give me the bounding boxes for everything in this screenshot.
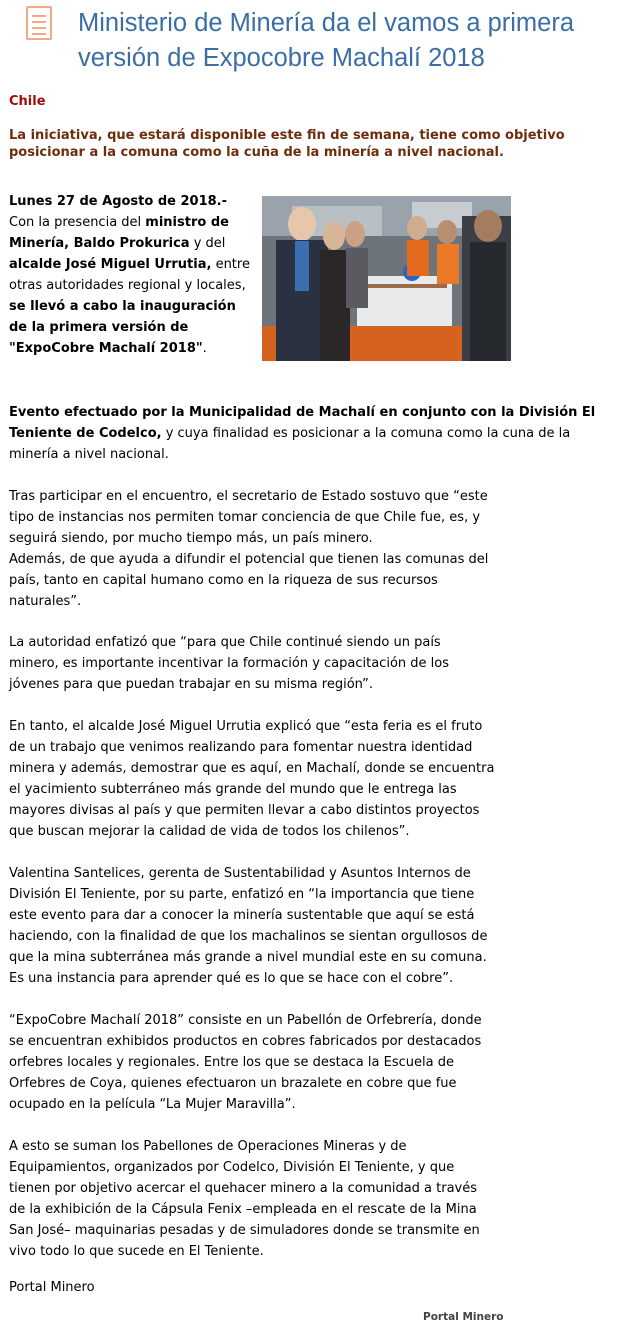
article-lead: La iniciativa, que estará disponible este fin de semana, tiene como objetivo posicionar a la comuna como la cuña de la minería a nivel nacional. bbox=[9, 128, 565, 160]
paragraph-event: Evento efectuado por la Municipalidad de Machalí en conjunto con la División El Teniente de Codelco, y cuya finalidad es posicionar a la comuna como la cuna de la minería a nivel nacional. bbox=[9, 405, 596, 462]
document-icon bbox=[26, 6, 52, 40]
paragraph-pabellones: A esto se suman los Pabellones de Operaciones Mineras y de Equipamientos, organizados por Codelco, División El Teniente, y que tienen por objetivo acercar el quehacer minero a la comunidad a través de la exhibición de la Cápsula Fenix –empleada en el rescate de la Mina San José– maquinarias pesadas y de simuladores donde se transmite en vivo todo lo que sucede en El Teniente. bbox=[9, 1139, 480, 1259]
paragraph-authority: La autoridad enfatizó que “para que Chile continué siendo un país minero, es importante incentivar la formación y capacitación de los jóvenes para que puedan trabajar en su misma región”. bbox=[9, 635, 449, 692]
article-signature: Portal Minero bbox=[9, 1280, 95, 1295]
article-header bbox=[0, 0, 628, 84]
event-photo bbox=[262, 196, 511, 361]
paragraph-orfebreria: “ExpoCobre Machalí 2018” consiste en un Pabellón de Orfebrería, donde se encuentran exhibidos productos en cobres fabricados por destacados orfebres locales y regionales. Entre los que se destaca la Escuela de Orfebres de Coya, quienes efectuaron un brazalete en cobre que fue ocupado en la película “La Mujer Maravilla”. bbox=[9, 1013, 482, 1112]
category-label: Chile bbox=[9, 94, 46, 109]
paragraph-mayor-quote: En tanto, el alcalde José Miguel Urrutia explicó que “esta feria es el fruto de un trabajo que venimos realizando para fomentar nuestra identidad minera y además, demostrar que es aquí, en Machalí, donde se encuentra el yacimiento subterráneo más grande del mundo que le entrega las mayores divisas al país y que permiten llevar a cabo distintos proyectos que buscan mejorar la calidad de vida de todos los chilenos”. bbox=[9, 719, 495, 839]
intro-paragraph: Lunes 27 de Agosto de 2018.- Con la presencia del ministro de Minería, Baldo Prokurica y del alcalde José Miguel Urrutia, entre otras autoridades regional y locales, se llevó a cabo la inauguración de la primera versión de "ExpoCobre Machalí 2018". bbox=[9, 194, 250, 356]
paragraph-minister-quote: Tras participar en el encuentro, el secretario de Estado sostuvo que “este tipo de instancias nos permiten tomar conciencia de que Chile fue, es, y seguirá siendo, por mucho tiempo más, un país minero. Además, de que ayuda a difundir el potencial que tienen las comunas del país, tanto en capital humano como en la riqueza de sus recursos naturales”. bbox=[9, 489, 489, 609]
article-title: Ministerio de Minería da el vamos a primera versión de Expocobre Machalí 2018 bbox=[78, 9, 575, 72]
source-credit: Portal Minero bbox=[423, 1311, 504, 1323]
paragraph-santelices: Valentina Santelices, gerenta de Sustentabilidad y Asuntos Internos de División El Teniente, por su parte, enfatizó en “la importancia que tiene este evento para dar a conocer la minería sustentable que aquí se está haciendo, con la finalidad de que los machalinos se sientan orgullosos de que la mina subterránea más grande a nivel mundial este en su comuna. Es una instancia para aprender qué es lo que se hace con el cobre”. bbox=[9, 866, 488, 986]
